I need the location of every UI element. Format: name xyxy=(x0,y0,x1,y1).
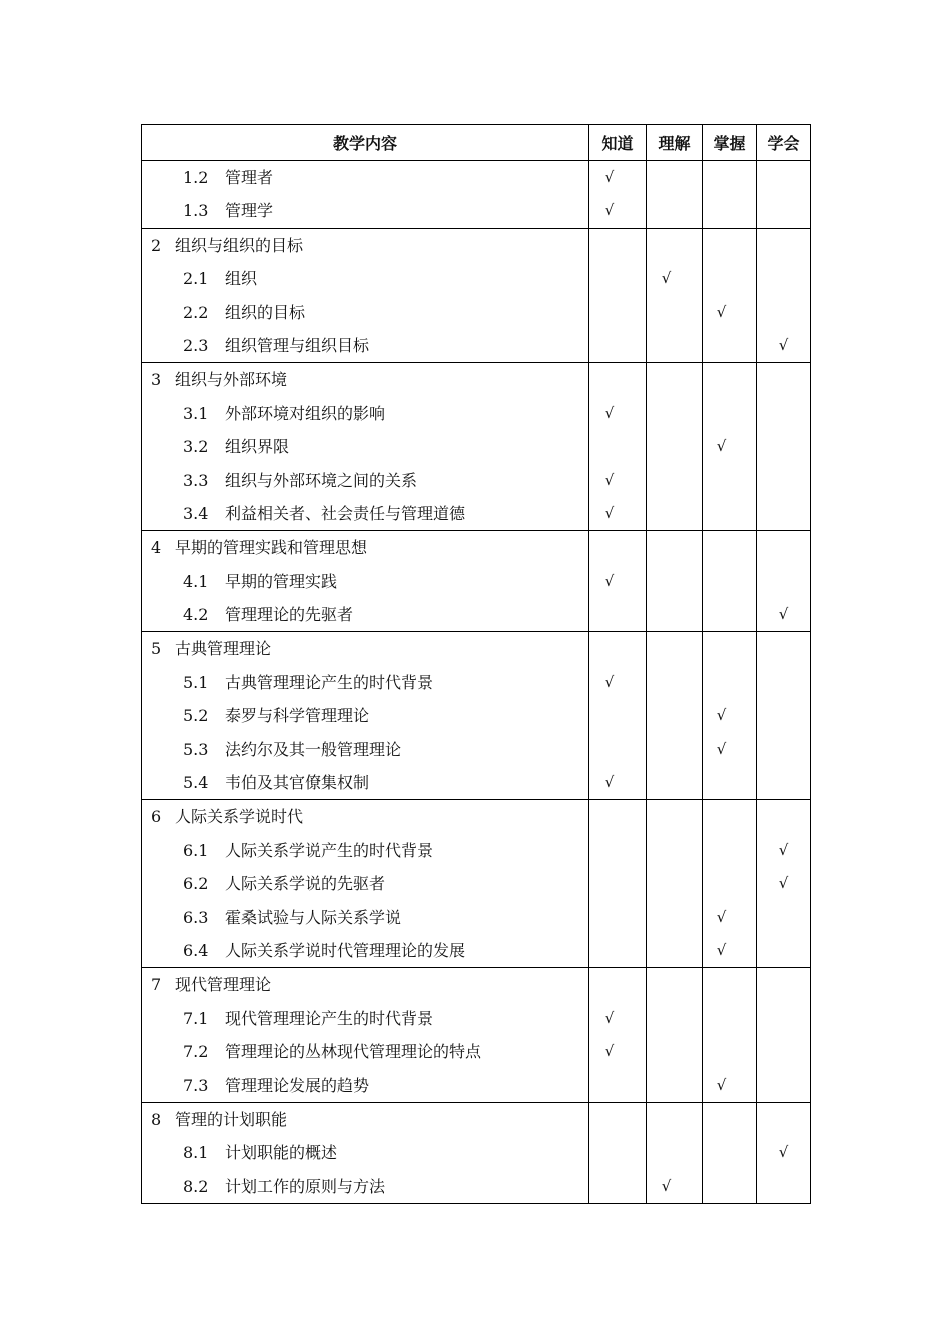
empty-mark xyxy=(757,699,810,732)
chapter-number: 3 xyxy=(151,370,162,390)
empty-mark xyxy=(757,531,810,564)
content-cell xyxy=(142,531,589,632)
section-title: 现代管理理论产生的时代背景 xyxy=(225,1008,434,1028)
empty-mark xyxy=(647,901,702,934)
level-cell-understand xyxy=(647,632,703,800)
section-item xyxy=(142,834,588,867)
empty-mark xyxy=(703,1136,756,1169)
empty-mark xyxy=(647,565,702,598)
check-mark: √ xyxy=(716,1075,727,1094)
chapter-number: 5 xyxy=(151,639,162,659)
level-cell-know xyxy=(589,800,647,968)
section-title: 古典管理理论产生的时代背景 xyxy=(225,672,434,692)
empty-mark xyxy=(647,1136,702,1169)
section-number: 4.1 xyxy=(183,571,209,591)
section-title: 管理理论的先驱者 xyxy=(225,605,354,625)
level-cell-understand xyxy=(647,968,703,1103)
empty-mark xyxy=(647,363,702,396)
section-title: 外部环境对组织的影响 xyxy=(225,403,386,423)
section-number: 6.1 xyxy=(183,840,209,860)
empty-mark xyxy=(647,531,702,564)
section-item xyxy=(142,699,588,732)
empty-mark xyxy=(589,867,646,900)
empty-mark xyxy=(757,1170,810,1203)
chapter-title: 组织与外部环境 xyxy=(175,370,288,390)
section-number: 1.2 xyxy=(183,168,209,187)
check-mark: √ xyxy=(604,168,615,186)
empty-mark xyxy=(647,632,702,665)
level-cell-master xyxy=(703,228,757,363)
empty-mark xyxy=(757,1069,810,1102)
check-mark: √ xyxy=(604,773,615,792)
section-item xyxy=(142,1136,588,1169)
empty-mark xyxy=(647,229,702,262)
check-mark: √ xyxy=(778,335,789,354)
section-item xyxy=(142,901,588,934)
section-title: 韦伯及其官僚集权制 xyxy=(225,773,370,793)
empty-mark xyxy=(589,800,646,833)
level-cell-master xyxy=(703,968,757,1103)
chapter-title: 现代管理理论 xyxy=(175,975,272,995)
empty-mark xyxy=(589,363,646,396)
empty-mark xyxy=(647,666,702,699)
level-cell-know xyxy=(589,161,647,229)
section-title: 泰罗与科学管理理论 xyxy=(225,706,370,726)
level-cell-know xyxy=(589,1102,647,1203)
empty-mark xyxy=(703,262,756,295)
section-item xyxy=(142,296,588,329)
empty-mark xyxy=(757,901,810,934)
empty-mark xyxy=(647,699,702,732)
empty-mark xyxy=(757,363,810,396)
empty-mark xyxy=(589,733,646,766)
empty-mark xyxy=(757,733,810,766)
chapter-group xyxy=(142,1102,811,1203)
header-know: 知道 xyxy=(589,125,647,161)
chapter-group xyxy=(142,632,811,800)
section-title: 人际关系学说的先驱者 xyxy=(225,874,386,894)
check-mark: √ xyxy=(716,302,727,321)
level-cell-learn xyxy=(757,363,811,531)
empty-mark xyxy=(647,329,702,362)
header-content: 教学内容 xyxy=(142,125,589,161)
empty-mark xyxy=(757,766,810,799)
check-mark: √ xyxy=(716,940,727,959)
empty-mark xyxy=(589,430,646,463)
empty-mark xyxy=(703,632,756,665)
empty-mark xyxy=(703,397,756,430)
empty-mark xyxy=(647,834,702,867)
check-mark: √ xyxy=(604,1042,615,1061)
empty-mark xyxy=(757,464,810,497)
empty-mark xyxy=(703,766,756,799)
empty-mark xyxy=(757,934,810,967)
check-mark: √ xyxy=(604,1008,615,1027)
section-item xyxy=(142,1002,588,1035)
section-title: 法约尔及其一般管理理论 xyxy=(225,739,402,759)
header-master: 掌握 xyxy=(703,125,757,161)
chapter-title: 人际关系学说时代 xyxy=(175,807,304,827)
level-cell-master xyxy=(703,161,757,229)
chapter-title: 组织与组织的目标 xyxy=(175,235,304,255)
content-cell xyxy=(142,228,589,363)
section-item xyxy=(142,397,588,430)
empty-mark xyxy=(647,766,702,799)
check-mark: √ xyxy=(778,840,789,859)
chapter-number: 4 xyxy=(151,538,162,558)
section-number: 5.1 xyxy=(183,672,209,692)
check-mark: √ xyxy=(778,874,789,893)
level-cell-understand xyxy=(647,800,703,968)
empty-mark xyxy=(757,968,810,1001)
check-mark: √ xyxy=(716,907,727,926)
level-cell-understand xyxy=(647,161,703,229)
section-item xyxy=(142,1069,588,1102)
chapter-heading xyxy=(142,1103,588,1136)
section-item xyxy=(142,598,588,631)
check-mark: √ xyxy=(604,403,615,422)
empty-mark xyxy=(647,598,702,631)
empty-mark xyxy=(703,161,756,194)
section-item xyxy=(142,262,588,295)
empty-mark xyxy=(589,968,646,1001)
section-number: 5.3 xyxy=(183,739,209,759)
empty-mark xyxy=(647,934,702,967)
empty-mark xyxy=(703,834,756,867)
section-item xyxy=(142,497,588,530)
chapter-title: 早期的管理实践和管理思想 xyxy=(175,538,368,558)
section-item xyxy=(142,766,588,799)
content-cell xyxy=(142,632,589,800)
empty-mark xyxy=(647,1002,702,1035)
empty-mark xyxy=(647,1035,702,1068)
section-number: 8.2 xyxy=(183,1176,209,1196)
section-number: 4.2 xyxy=(183,605,209,625)
section-item xyxy=(142,161,588,194)
chapter-heading xyxy=(142,229,588,262)
chapter-number: 7 xyxy=(151,975,162,995)
content-cell xyxy=(142,161,589,229)
section-item xyxy=(142,194,588,227)
header-understand: 理解 xyxy=(647,125,703,161)
check-mark: √ xyxy=(661,269,672,288)
empty-mark xyxy=(589,699,646,732)
section-item xyxy=(142,733,588,766)
empty-mark xyxy=(757,565,810,598)
empty-mark xyxy=(703,1035,756,1068)
section-number: 1.3 xyxy=(183,201,209,221)
section-title: 管理者 xyxy=(225,168,274,187)
empty-mark xyxy=(703,194,756,227)
empty-mark xyxy=(647,968,702,1001)
section-title: 管理学 xyxy=(225,201,274,221)
check-mark: √ xyxy=(604,672,615,691)
level-cell-know xyxy=(589,363,647,531)
empty-mark xyxy=(647,867,702,900)
section-number: 7.2 xyxy=(183,1042,209,1062)
level-cell-know xyxy=(589,968,647,1103)
section-number: 2.1 xyxy=(183,269,209,289)
level-cell-understand xyxy=(647,363,703,531)
empty-mark xyxy=(757,497,810,530)
section-title: 组织管理与组织目标 xyxy=(225,335,370,355)
chapter-group xyxy=(142,161,811,229)
section-item xyxy=(142,934,588,967)
section-title: 计划工作的原则与方法 xyxy=(225,1176,386,1196)
check-mark: √ xyxy=(778,605,789,624)
empty-mark xyxy=(589,598,646,631)
section-title: 早期的管理实践 xyxy=(225,571,338,591)
section-title: 组织 xyxy=(225,269,258,289)
empty-mark xyxy=(589,329,646,362)
empty-mark xyxy=(647,1069,702,1102)
section-item xyxy=(142,329,588,362)
empty-mark xyxy=(757,632,810,665)
level-cell-learn xyxy=(757,968,811,1103)
empty-mark xyxy=(703,531,756,564)
empty-mark xyxy=(703,1170,756,1203)
check-mark: √ xyxy=(661,1176,672,1195)
check-mark: √ xyxy=(604,571,615,590)
content-cell xyxy=(142,800,589,968)
empty-mark xyxy=(647,1103,702,1136)
empty-mark xyxy=(703,968,756,1001)
chapter-number: 8 xyxy=(151,1109,162,1129)
level-cell-understand xyxy=(647,228,703,363)
empty-mark xyxy=(757,194,810,227)
section-title: 组织界限 xyxy=(225,437,290,457)
empty-mark xyxy=(757,1002,810,1035)
empty-mark xyxy=(589,1069,646,1102)
empty-mark xyxy=(647,397,702,430)
level-cell-learn xyxy=(757,800,811,968)
empty-mark xyxy=(703,363,756,396)
section-item xyxy=(142,867,588,900)
section-title: 人际关系学说产生的时代背景 xyxy=(225,840,434,860)
empty-mark xyxy=(703,666,756,699)
syllabus-table xyxy=(141,124,811,1204)
level-cell-learn xyxy=(757,531,811,632)
empty-mark xyxy=(703,329,756,362)
chapter-number: 2 xyxy=(151,235,162,255)
empty-mark xyxy=(647,296,702,329)
level-cell-learn xyxy=(757,161,811,229)
level-cell-learn xyxy=(757,632,811,800)
section-title: 组织的目标 xyxy=(225,302,306,322)
empty-mark xyxy=(589,901,646,934)
check-mark: √ xyxy=(604,503,615,522)
check-mark: √ xyxy=(778,1143,789,1162)
level-cell-learn xyxy=(757,228,811,363)
chapter-group xyxy=(142,363,811,531)
empty-mark xyxy=(589,262,646,295)
empty-mark xyxy=(589,1103,646,1136)
empty-mark xyxy=(703,497,756,530)
section-number: 3.4 xyxy=(183,503,209,523)
empty-mark xyxy=(757,666,810,699)
level-cell-know xyxy=(589,228,647,363)
empty-mark xyxy=(757,800,810,833)
check-mark: √ xyxy=(716,437,727,456)
section-number: 7.3 xyxy=(183,1075,209,1095)
empty-mark xyxy=(703,1002,756,1035)
chapter-title: 管理的计划职能 xyxy=(175,1109,288,1129)
section-title: 人际关系学说时代管理理论的发展 xyxy=(225,940,466,960)
chapter-heading xyxy=(142,632,588,665)
empty-mark xyxy=(757,161,810,194)
section-title: 霍桑试验与人际关系学说 xyxy=(225,907,402,927)
empty-mark xyxy=(647,464,702,497)
empty-mark xyxy=(703,229,756,262)
level-cell-master xyxy=(703,632,757,800)
section-item xyxy=(142,430,588,463)
chapter-group xyxy=(142,228,811,363)
section-number: 6.3 xyxy=(183,907,209,927)
empty-mark xyxy=(589,834,646,867)
chapter-heading xyxy=(142,531,588,564)
section-title: 利益相关者、社会责任与管理道德 xyxy=(225,503,466,523)
empty-mark xyxy=(703,1103,756,1136)
section-number: 3.1 xyxy=(183,403,209,423)
section-number: 2.3 xyxy=(183,335,209,355)
empty-mark xyxy=(703,565,756,598)
empty-mark xyxy=(703,800,756,833)
section-number: 2.2 xyxy=(183,302,209,322)
section-title: 管理理论发展的趋势 xyxy=(225,1075,370,1095)
chapter-group xyxy=(142,531,811,632)
chapter-group xyxy=(142,800,811,968)
content-cell xyxy=(142,363,589,531)
check-mark: √ xyxy=(716,706,727,725)
level-cell-master xyxy=(703,800,757,968)
level-cell-understand xyxy=(647,1102,703,1203)
section-title: 管理理论的丛林现代管理理论的特点 xyxy=(225,1042,482,1062)
section-title: 计划职能的概述 xyxy=(225,1143,338,1163)
empty-mark xyxy=(589,1136,646,1169)
empty-mark xyxy=(589,934,646,967)
section-item xyxy=(142,1170,588,1203)
chapter-title: 古典管理理论 xyxy=(175,639,272,659)
section-number: 6.4 xyxy=(183,940,209,960)
check-mark: √ xyxy=(604,201,615,220)
section-item xyxy=(142,565,588,598)
level-cell-know xyxy=(589,531,647,632)
empty-mark xyxy=(647,800,702,833)
section-number: 6.2 xyxy=(183,874,209,894)
section-item xyxy=(142,464,588,497)
chapter-group xyxy=(142,968,811,1103)
section-number: 3.3 xyxy=(183,470,209,490)
empty-mark xyxy=(757,397,810,430)
empty-mark xyxy=(647,194,702,227)
chapter-heading xyxy=(142,800,588,833)
level-cell-master xyxy=(703,1102,757,1203)
chapter-number: 6 xyxy=(151,807,162,827)
empty-mark xyxy=(757,262,810,295)
empty-mark xyxy=(703,598,756,631)
check-mark: √ xyxy=(716,739,727,758)
chapter-heading xyxy=(142,363,588,396)
empty-mark xyxy=(757,1103,810,1136)
check-mark: √ xyxy=(604,470,615,489)
empty-mark xyxy=(703,867,756,900)
empty-mark xyxy=(757,430,810,463)
section-number: 5.2 xyxy=(183,706,209,726)
content-cell xyxy=(142,968,589,1103)
empty-mark xyxy=(589,229,646,262)
section-number: 5.4 xyxy=(183,773,209,793)
section-number: 3.2 xyxy=(183,437,209,457)
empty-mark xyxy=(647,430,702,463)
empty-mark xyxy=(647,733,702,766)
level-cell-master xyxy=(703,531,757,632)
empty-mark xyxy=(757,296,810,329)
chapter-heading xyxy=(142,968,588,1001)
section-number: 7.1 xyxy=(183,1008,209,1028)
level-cell-know xyxy=(589,632,647,800)
empty-mark xyxy=(589,1170,646,1203)
section-item xyxy=(142,1035,588,1068)
section-title: 组织与外部环境之间的关系 xyxy=(225,470,418,490)
empty-mark xyxy=(589,632,646,665)
header-learn: 学会 xyxy=(757,125,811,161)
empty-mark xyxy=(703,464,756,497)
level-cell-learn xyxy=(757,1102,811,1203)
empty-mark xyxy=(757,229,810,262)
header-row xyxy=(142,125,811,161)
section-number: 8.1 xyxy=(183,1143,209,1163)
empty-mark xyxy=(647,497,702,530)
empty-mark xyxy=(757,1035,810,1068)
empty-mark xyxy=(589,531,646,564)
content-cell xyxy=(142,1102,589,1203)
level-cell-master xyxy=(703,363,757,531)
empty-mark xyxy=(589,296,646,329)
level-cell-understand xyxy=(647,531,703,632)
empty-mark xyxy=(647,161,702,194)
section-item xyxy=(142,666,588,699)
